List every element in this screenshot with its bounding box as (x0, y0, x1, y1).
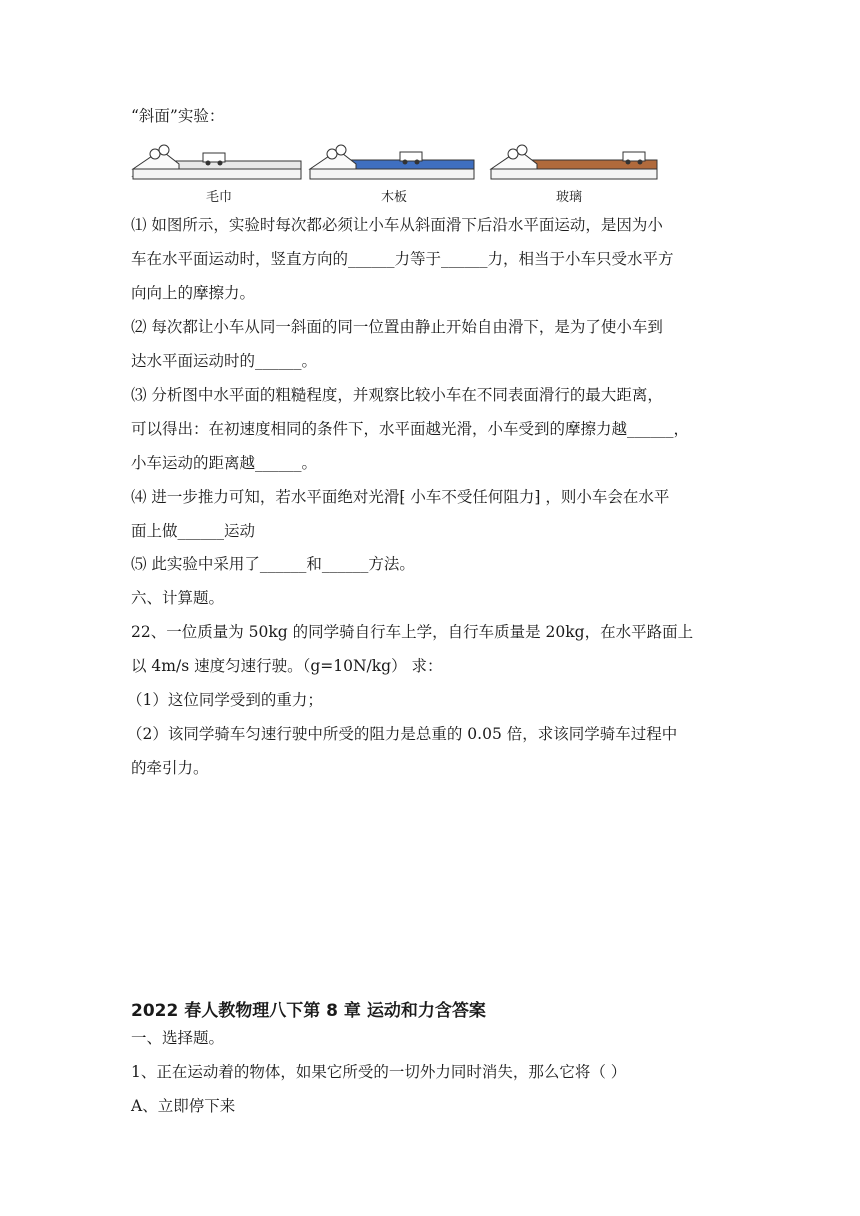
choice-q1-option-a: A、立即停下来 (131, 1097, 236, 1115)
q5-line1: ⑸ 此实验中采用了______和______方法。 (131, 555, 415, 573)
wood-panel (308, 142, 476, 186)
q2-line1: ⑵ 每次都让小车从同一斜面的同一位置由静止开始自由滑下，是为了使小车到 (131, 318, 663, 336)
surface-label-towel: 毛巾 (206, 190, 233, 205)
section-1-heading: 一、选择题。 (131, 1029, 225, 1047)
answer-title: 2022 春人教物理八下第 8 章 运动和力含答案 (131, 1001, 486, 1021)
q22-line2: 以 4m/s 速度匀速行驶。（g=10N/kg） 求： (131, 657, 443, 675)
q3-line3: 小车运动的距离越______。 (131, 454, 318, 472)
choice-q1: 1、正在运动着的物体，如果它所受的一切外力同时消失，那么它将（ ） (131, 1063, 627, 1081)
towel-panel (131, 142, 303, 186)
surface-label-glass: 玻璃 (556, 190, 583, 205)
q22-line1: 22、一位质量为 50kg 的同学骑自行车上学，自行车质量是 20kg，在水平路面上 (131, 623, 694, 641)
q1-line1: ⑴ 如图所示，实验时每次都必须让小车从斜面滑下后沿水平面运动，是因为小 (131, 216, 663, 234)
q22-sub1: （1）这位同学受到的重力； (127, 691, 323, 709)
intro-text: “斜面”实验： (131, 107, 225, 125)
glass-panel (489, 142, 659, 186)
q1-line3: 向向上的摩擦力。 (131, 284, 256, 302)
q3-line1: ⑶ 分析图中水平面的粗糙程度，并观察比较小车在不同表面滑行的最大距离， (131, 386, 663, 404)
q3-line2: 可以得出：在初速度相同的条件下，水平面越光滑，小车受到的摩擦力越______， (131, 420, 690, 438)
q2-line2: 达水平面运动时的______。 (131, 352, 318, 370)
q4-line1: ⑷ 进一步推力可知，若水平面绝对光滑⁅ 小车不受任何阻力⁆ ，则小车会在水平 (131, 488, 670, 506)
q4-line2: 面上做______运动 (131, 522, 256, 540)
q22-sub2-line1: （2）该同学骑车匀速行驶中所受的阻力是总重的 0.05 倍，求该同学骑车过程中 (127, 725, 678, 743)
section-6-heading: 六、计算题。 (131, 589, 225, 607)
q1-line2: 车在水平面运动时，竖直方向的______力等于______力，相当于小车只受水平方 (131, 250, 674, 268)
surface-label-wood: 木板 (381, 190, 408, 205)
q22-sub2-line2: 的牵引力。 (131, 759, 209, 777)
